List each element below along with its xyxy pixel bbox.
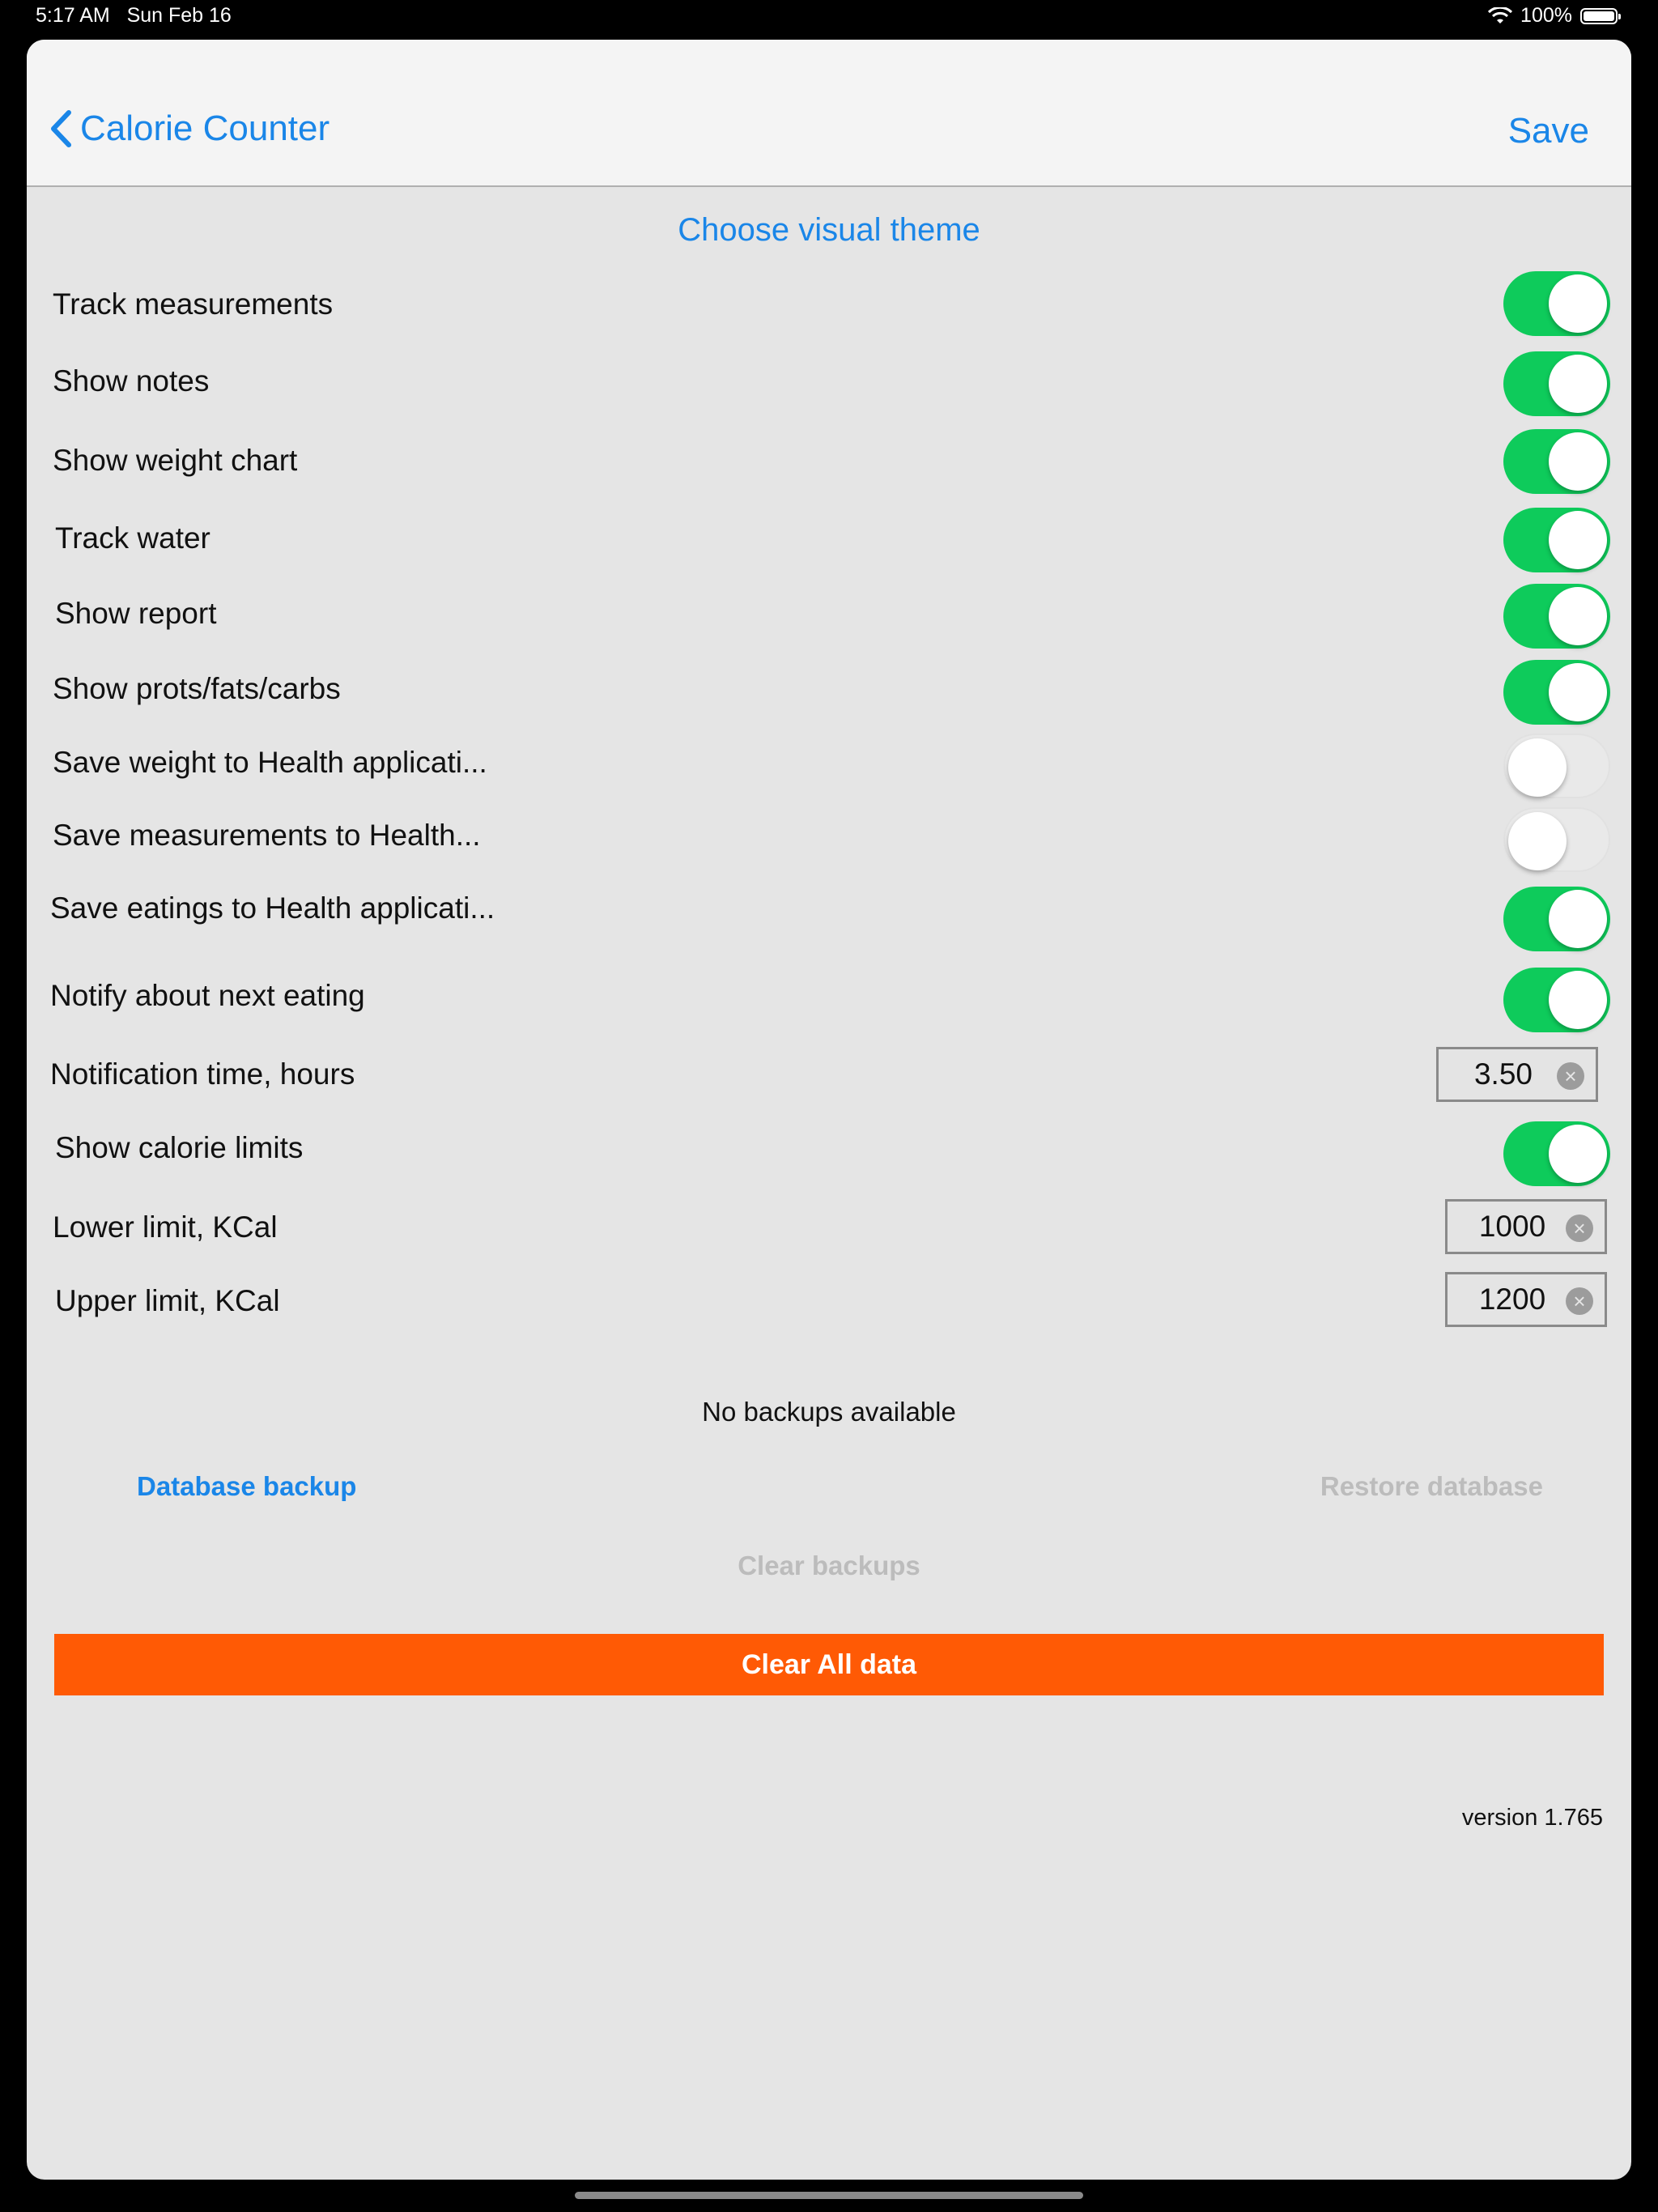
clear-field-icon[interactable]: × [1566,1287,1593,1315]
switch-knob [1508,738,1567,797]
show-notes-switch[interactable] [1503,351,1610,416]
status-right [1488,4,1618,28]
show-report-switch[interactable] [1503,584,1610,649]
lower-limit-field [1445,1199,1607,1254]
switch-knob [1549,890,1607,948]
save-measurements-health-label: Save measurements to Health... [53,819,481,852]
show-macros-label: Show prots/fats/carbs [53,672,341,705]
notification-time-field [1436,1047,1598,1102]
show-calorie-limits-switch[interactable] [1503,1121,1610,1186]
show-macros-switch[interactable] [1503,660,1610,725]
show-calorie-limits-label: Show calorie limits [55,1131,304,1164]
status-date: Sun Feb 16 [126,4,232,27]
notification-time-label: Notification time, hours [50,1057,355,1091]
track-water-switch[interactable] [1503,508,1610,572]
save-eatings-health-switch[interactable] [1503,887,1610,951]
back-label: Calorie Counter [80,108,330,148]
choose-theme-link[interactable]: Choose visual theme [678,212,980,248]
save-button[interactable]: Save [1507,111,1589,151]
lower-limit-label: Lower limit, KCal [53,1210,278,1244]
show-weight-chart-label: Show weight chart [53,444,298,477]
switch-knob [1549,432,1607,491]
status-time: 5:17 AM [36,4,110,27]
clear-field-icon[interactable]: × [1557,1062,1584,1090]
switch-knob [1549,1125,1607,1183]
battery-percent: 100% [1520,4,1572,27]
settings-screen [27,40,1631,2180]
upper-limit-label: Upper limit, KCal [55,1284,280,1317]
switch-knob [1549,274,1607,333]
track-measurements-label: Track measurements [53,287,334,321]
home-indicator [575,2192,1083,2199]
clear-all-data-button[interactable]: Clear All data [54,1634,1604,1695]
notify-next-eating-label: Notify about next eating [50,979,365,1012]
battery-icon [1580,8,1618,24]
track-water-label: Track water [55,521,210,555]
save-measurements-health-switch[interactable] [1503,807,1610,872]
switch-knob [1549,971,1607,1029]
show-report-label: Show report [55,597,217,630]
track-measurements-switch[interactable] [1503,271,1610,336]
show-notes-label: Show notes [53,364,210,398]
chevron-left-icon [49,109,72,148]
upper-limit-field [1445,1272,1607,1327]
navigation-bar [27,40,1631,187]
notify-next-eating-switch[interactable] [1503,968,1610,1032]
backups-status: No backups available [702,1397,956,1427]
save-weight-health-switch[interactable] [1503,734,1610,798]
back-button[interactable] [49,108,329,149]
version-label: version 1.765 [1461,1805,1603,1831]
clear-backups-button[interactable]: Clear backups [738,1551,920,1580]
status-bar [0,0,1658,34]
database-backup-button[interactable]: Database backup [137,1471,357,1501]
switch-knob [1508,812,1567,870]
switch-knob [1549,587,1607,645]
save-eatings-health-label: Save eatings to Health applicati... [50,891,495,925]
wifi-icon [1488,7,1512,25]
save-weight-health-label: Save weight to Health applicati... [53,746,487,779]
switch-knob [1549,663,1607,721]
restore-database-button[interactable]: Restore database [1320,1471,1543,1501]
switch-knob [1549,355,1607,413]
show-weight-chart-switch[interactable] [1503,429,1610,494]
clear-field-icon[interactable]: × [1566,1214,1593,1242]
status-time-date [36,4,232,28]
switch-knob [1549,511,1607,569]
